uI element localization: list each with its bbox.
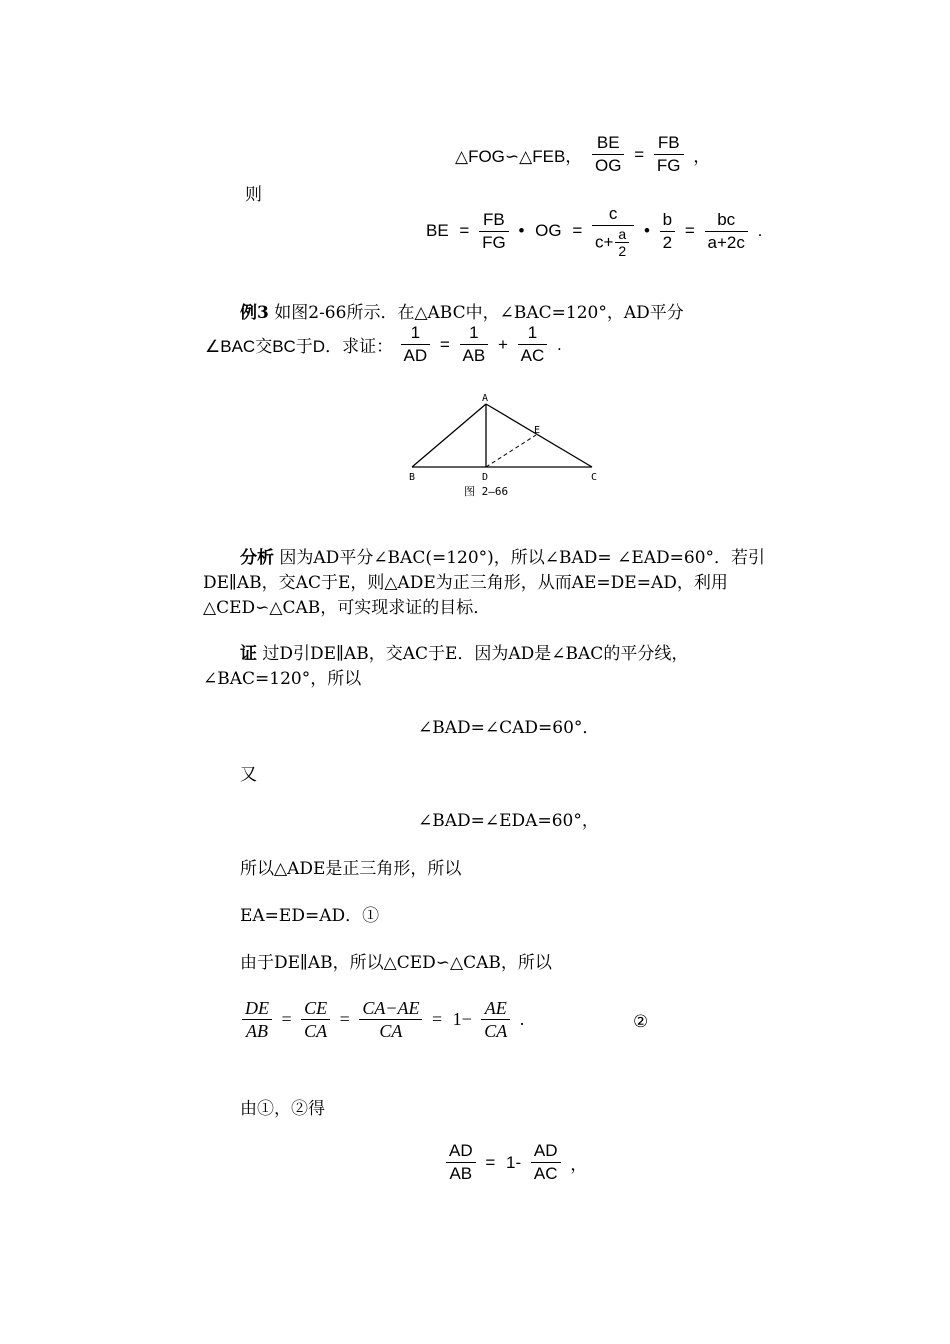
fraction-1-ab: $\frac{1}{AB}$ <box>460 322 489 367</box>
equation-two: $\frac{DE}{AB}$ = $\frac{CE}{CA}$ = $\frac{CA-AE}{CA}$ = 1− $\frac{AE}{CA}$ . <box>240 997 527 1042</box>
you-text: 又 <box>240 765 257 785</box>
analysis-line3: △CED∽△CAB，可实现求证的目标． <box>203 598 491 618</box>
segment-de-dashed <box>486 435 536 467</box>
proof-line2: ∠BAC=120°，所以 <box>203 669 362 689</box>
proof-eq1: ∠BAD=∠CAD=60°． <box>418 718 600 738</box>
fraction-c-complex: c c+ $\frac{a}{2}$ <box>592 203 634 259</box>
proof-line3: 所以△ADE是正三角形，所以 <box>240 859 462 879</box>
label-c: C <box>591 472 598 483</box>
fraction-ad-ab: $\frac{AD}{AB}$ <box>446 1140 476 1185</box>
proof-label: 证 <box>240 644 257 664</box>
fraction-bc-a2c: $\frac{bc}{a+2c}$ <box>705 209 748 254</box>
proof-line4: EA=ED=AD．① <box>240 906 380 926</box>
analysis-label: 分析 <box>240 548 274 568</box>
label-e: E <box>534 425 541 436</box>
figure-caption: 图 2—66 <box>464 485 509 498</box>
analysis-line1: 分析 因为AD平分∠BAC(=120°)，所以∠BAD= ∠EAD=60°．若引 <box>240 548 766 568</box>
be-formula: BE = $\frac{FB}{FG}$ • OG = c c+ $\frac{a}{2}$ • $\frac{b}{2}$ = $\frac{bc}{a+2c}$ . <box>426 204 763 259</box>
fraction-1-ad: $\frac{1}{AD}$ <box>401 322 431 367</box>
fraction-fb-fg-2: $\frac{FB}{FG}$ <box>479 209 509 254</box>
similar-triangles-line: △FOG∽△FEB， $\frac{BE}{OG}$ = $\frac{FB}{FG}$ ， <box>455 133 711 175</box>
proof-line5: 由于DE∥AB，所以△CED∽△CAB，所以 <box>240 953 552 973</box>
fraction-1-ac: $\frac{1}{AC}$ <box>518 322 548 367</box>
ze-text: 则 <box>245 185 262 205</box>
example-label: 例3 <box>240 303 269 323</box>
final-equation: $\frac{AD}{AB}$ = 1- $\frac{AD}{AC}$ ， <box>444 1140 590 1185</box>
fraction-a-2: $\frac{a}{2}$ <box>615 226 629 259</box>
label-a: A <box>482 393 489 404</box>
similar-triangles-text: △FOG∽△FEB， <box>455 147 583 166</box>
fraction-be-og: $\frac{BE}{OG}$ <box>592 132 624 177</box>
to-prove-formula: $\frac{1}{AD}$ = $\frac{1}{AB}$ + $\frac{1}{AC}$ . <box>399 334 565 353</box>
fraction-b-2: $\frac{b}{2}$ <box>660 209 675 254</box>
side-ab <box>412 404 486 467</box>
fraction-ae-ca: $\frac{AE}{CA}$ <box>481 997 510 1042</box>
equation-marker-two: ② <box>633 1012 649 1032</box>
analysis-line2: DE∥AB，交AC于E，则△ADE为正三角形，从而AE=DE=AD，利用 <box>203 573 728 593</box>
example-3-line2: ∠BAC交BC于D．求证： $\frac{1}{AD}$ = $\frac{1}{AB}$ + $\frac{1}{AC}$ . <box>205 322 565 367</box>
label-d: D <box>482 472 489 483</box>
label-b: B <box>409 472 416 483</box>
fraction-ce-ca: $\frac{CE}{CA}$ <box>301 997 330 1042</box>
fraction-ad-ac: $\frac{AD}{AC}$ <box>531 1140 561 1185</box>
proof-eq2: ∠BAD=∠EDA=60°， <box>418 811 599 831</box>
fraction-ca-minus-ae: $\frac{CA-AE}{CA}$ <box>359 997 422 1042</box>
proof-line1: 证 过D引DE∥AB，交AC于E．因为AD是∠BAC的平分线， <box>240 644 689 664</box>
example-3-line1: 例3 如图2-66所示．在△ABC中，∠BAC=120°，AD平分 <box>240 303 684 323</box>
fraction-de-ab: $\frac{DE}{AB}$ <box>242 997 272 1042</box>
from-text: 由①，②得 <box>240 1099 325 1119</box>
fraction-fb-fg: $\frac{FB}{FG}$ <box>654 132 684 177</box>
figure-2-66 <box>400 390 615 505</box>
